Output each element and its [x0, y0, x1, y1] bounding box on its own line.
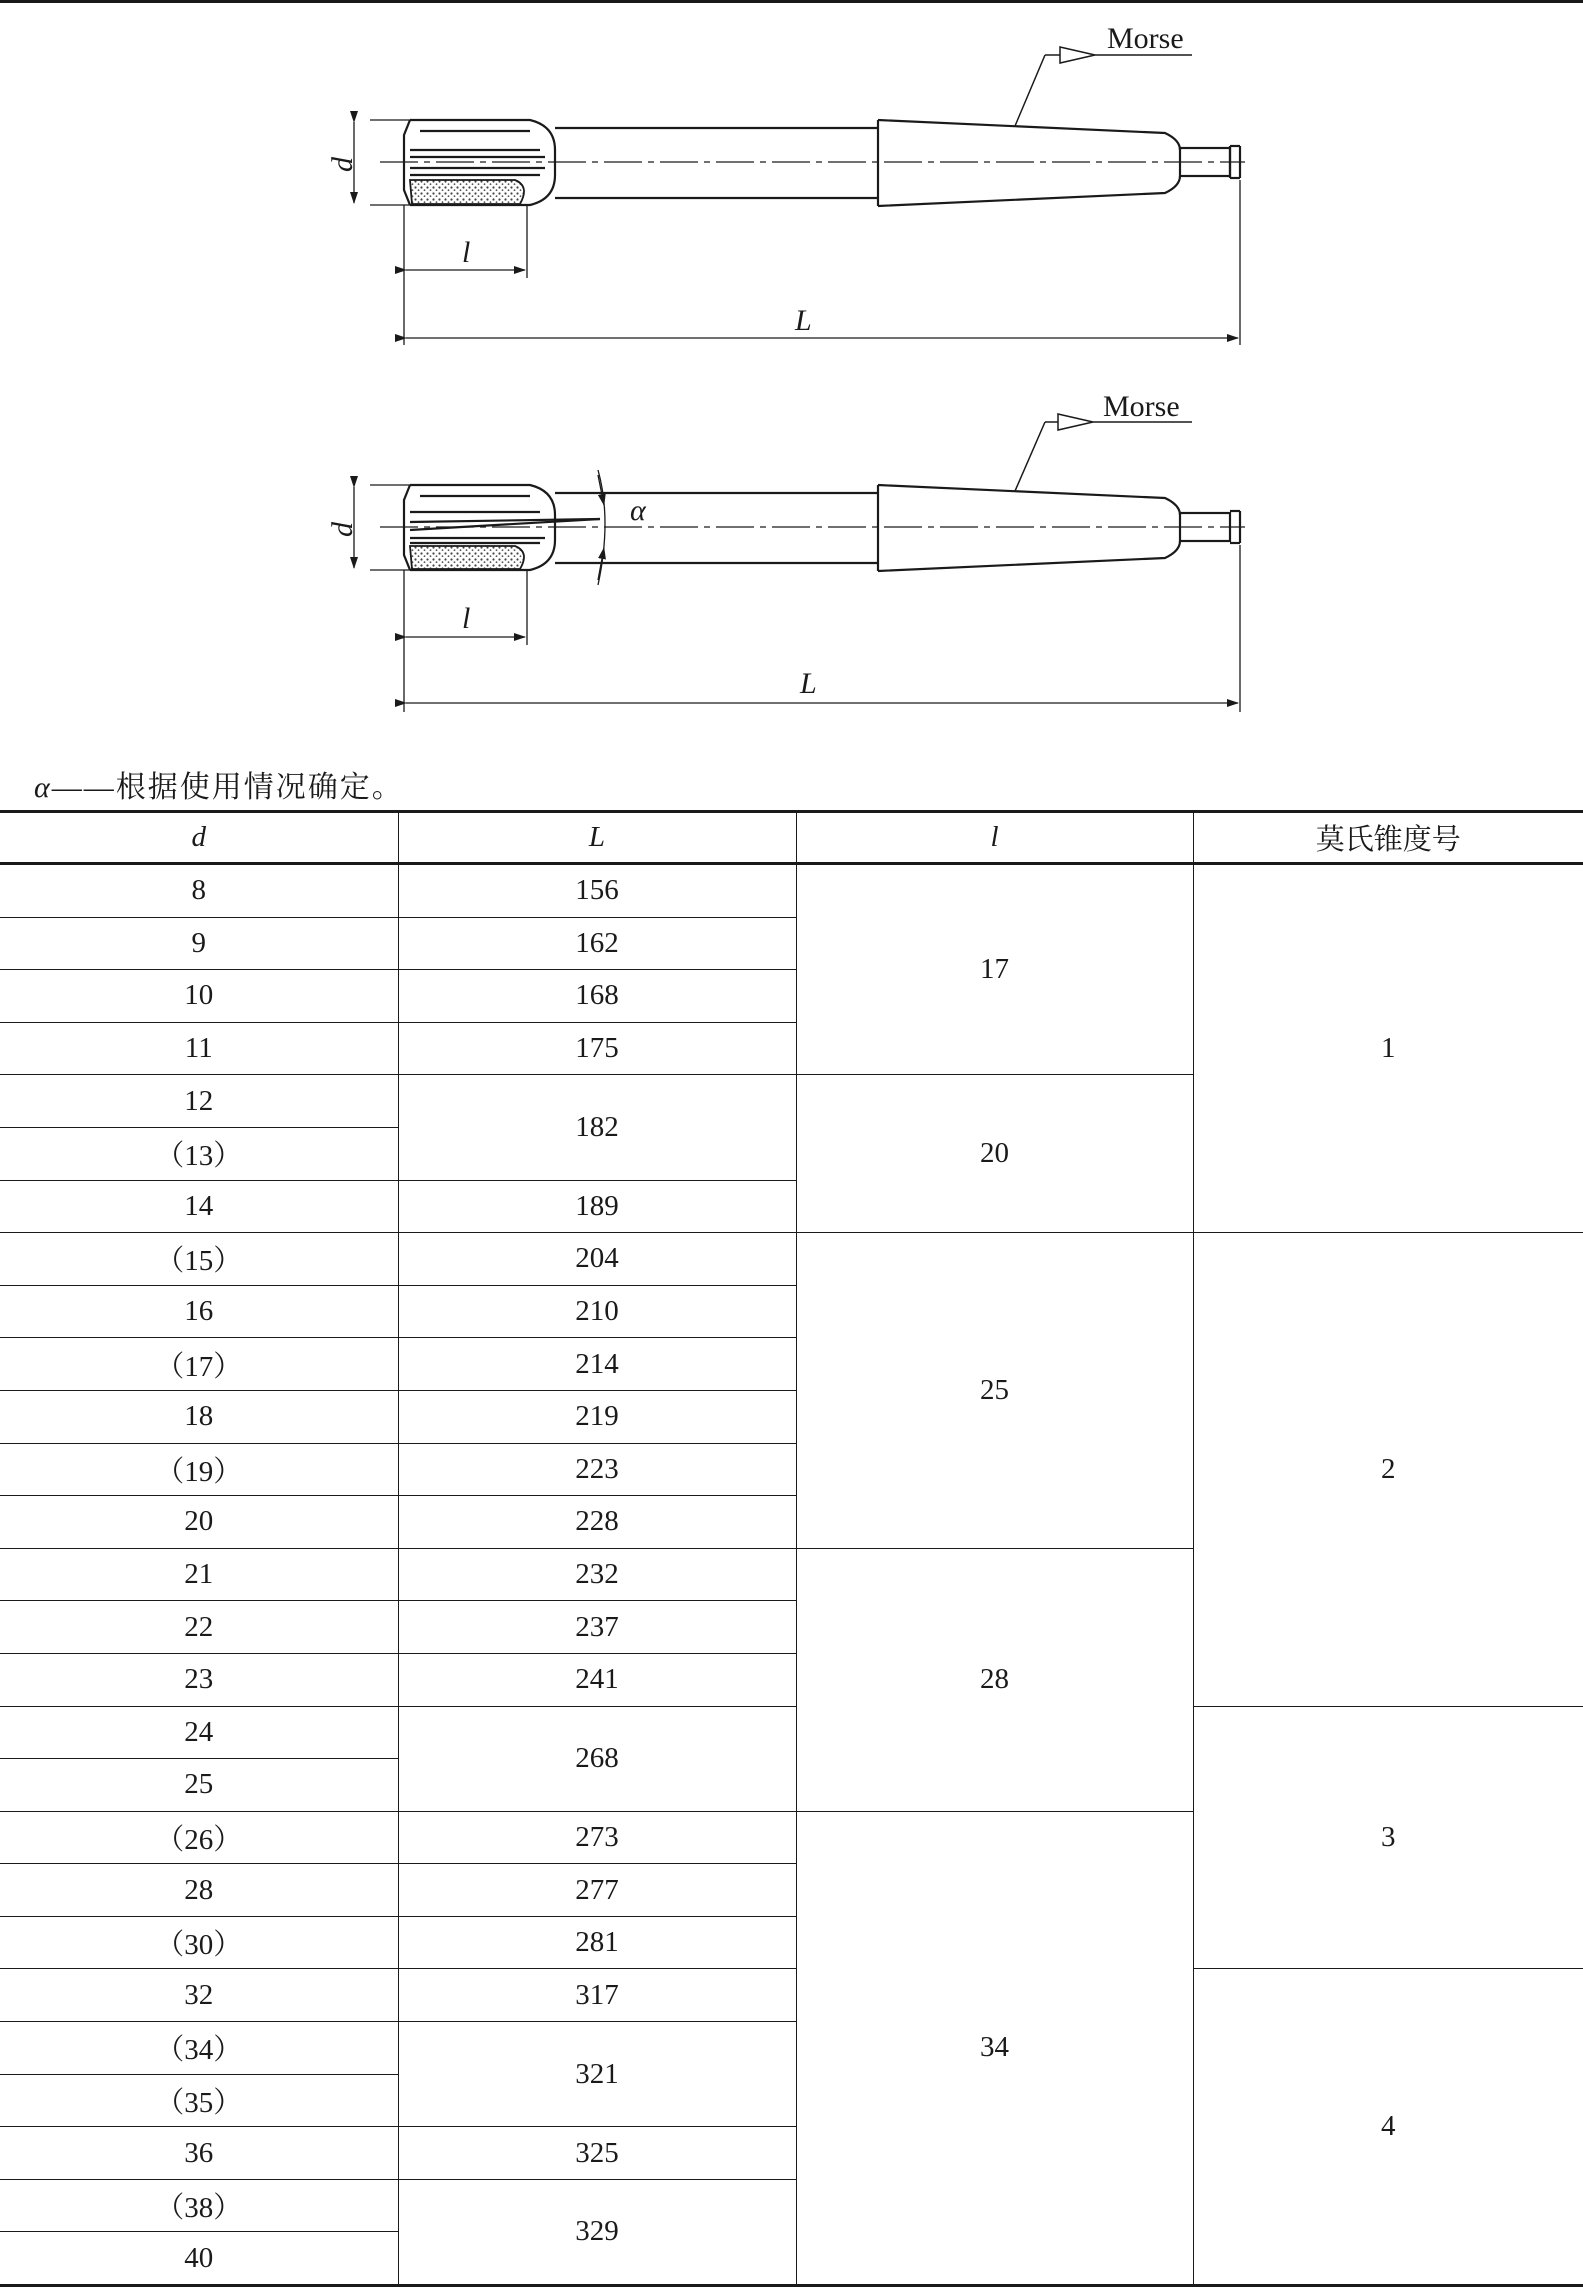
cell-L: 329 [398, 2179, 796, 2285]
cell-d: 10 [0, 970, 398, 1023]
alpha-label: α [630, 494, 646, 527]
header-d: d [0, 812, 398, 864]
l-label-bottom: l [462, 602, 471, 635]
L-label-top: L [795, 304, 812, 337]
cell-L: 182 [398, 1075, 796, 1180]
alpha-note [34, 762, 404, 806]
cell-L: 268 [398, 1706, 796, 1811]
cell-d: 21 [0, 1548, 398, 1601]
L-label-bottom: L [800, 667, 817, 700]
table-row [0, 1706, 1583, 1759]
cell-d: 16 [0, 1285, 398, 1338]
cell-l: 34 [796, 1811, 1193, 2285]
alpha-note-text: ——根据使用情况确定。 [51, 771, 404, 804]
header-l: l [796, 812, 1193, 864]
cell-d: 23 [0, 1653, 398, 1706]
d-label-top: d [326, 157, 359, 172]
cell-d: （35） [0, 2074, 398, 2127]
cell-d: 12 [0, 1075, 398, 1128]
cell-d: （17） [0, 1338, 398, 1391]
l-label-top: l [462, 236, 471, 269]
cell-L: 281 [398, 1916, 796, 1969]
cell-l: 17 [796, 864, 1193, 1075]
dimension-table [0, 810, 1583, 2287]
cell-d: （34） [0, 2022, 398, 2075]
cell-L: 223 [398, 1443, 796, 1496]
table-row [0, 1969, 1583, 2022]
cell-l: 20 [796, 1075, 1193, 1233]
cell-d: （13） [0, 1127, 398, 1180]
cell-L: 228 [398, 1496, 796, 1549]
header-morse: 莫氏锥度号 [1193, 812, 1583, 864]
cell-d: 25 [0, 1759, 398, 1812]
morse-label-top: Morse [1107, 22, 1184, 55]
cell-L: 175 [398, 1022, 796, 1075]
cell-L: 273 [398, 1811, 796, 1864]
cell-L: 321 [398, 2022, 796, 2127]
reamer-figure [0, 0, 1583, 730]
cell-morse: 4 [1193, 1969, 1583, 2286]
header-L: L [398, 812, 796, 864]
cell-L: 162 [398, 917, 796, 970]
cell-d: 20 [0, 1496, 398, 1549]
cell-l: 25 [796, 1233, 1193, 1549]
cell-l: 28 [796, 1548, 1193, 1811]
cell-L: 317 [398, 1969, 796, 2022]
cell-d: 22 [0, 1601, 398, 1654]
cell-L: 232 [398, 1548, 796, 1601]
cell-L: 210 [398, 1285, 796, 1338]
cell-L: 214 [398, 1338, 796, 1391]
cell-d: （19） [0, 1443, 398, 1496]
cell-L: 189 [398, 1180, 796, 1233]
cell-L: 325 [398, 2127, 796, 2180]
cell-morse: 3 [1193, 1706, 1583, 1969]
cell-L: 241 [398, 1653, 796, 1706]
alpha-symbol: α [34, 771, 52, 804]
cell-morse: 1 [1193, 864, 1583, 1233]
cell-d: 11 [0, 1022, 398, 1075]
cell-L: 204 [398, 1233, 796, 1286]
table-row [0, 1233, 1583, 1286]
cell-d: 36 [0, 2127, 398, 2180]
cell-d: 24 [0, 1706, 398, 1759]
cell-d: （15） [0, 1233, 398, 1286]
cell-d: （30） [0, 1916, 398, 1969]
cell-d: （26） [0, 1811, 398, 1864]
cell-d: 9 [0, 917, 398, 970]
cell-L: 237 [398, 1601, 796, 1654]
cell-d: 14 [0, 1180, 398, 1233]
cell-L: 168 [398, 970, 796, 1023]
cell-L: 219 [398, 1390, 796, 1443]
reamer-top [354, 47, 1245, 345]
table-header-row [0, 812, 1583, 864]
morse-label-bottom: Morse [1103, 390, 1180, 423]
d-label-bottom: d [326, 522, 359, 537]
cell-d: 28 [0, 1864, 398, 1917]
cell-d: 32 [0, 1969, 398, 2022]
cell-d: 8 [0, 864, 398, 918]
cell-d: （38） [0, 2179, 398, 2232]
table-row [0, 864, 1583, 918]
cell-d: 18 [0, 1390, 398, 1443]
cell-d: 40 [0, 2232, 398, 2286]
reamer-drawings [0, 0, 1583, 730]
cell-L: 156 [398, 864, 796, 918]
cell-morse: 2 [1193, 1233, 1583, 1706]
cell-L: 277 [398, 1864, 796, 1917]
